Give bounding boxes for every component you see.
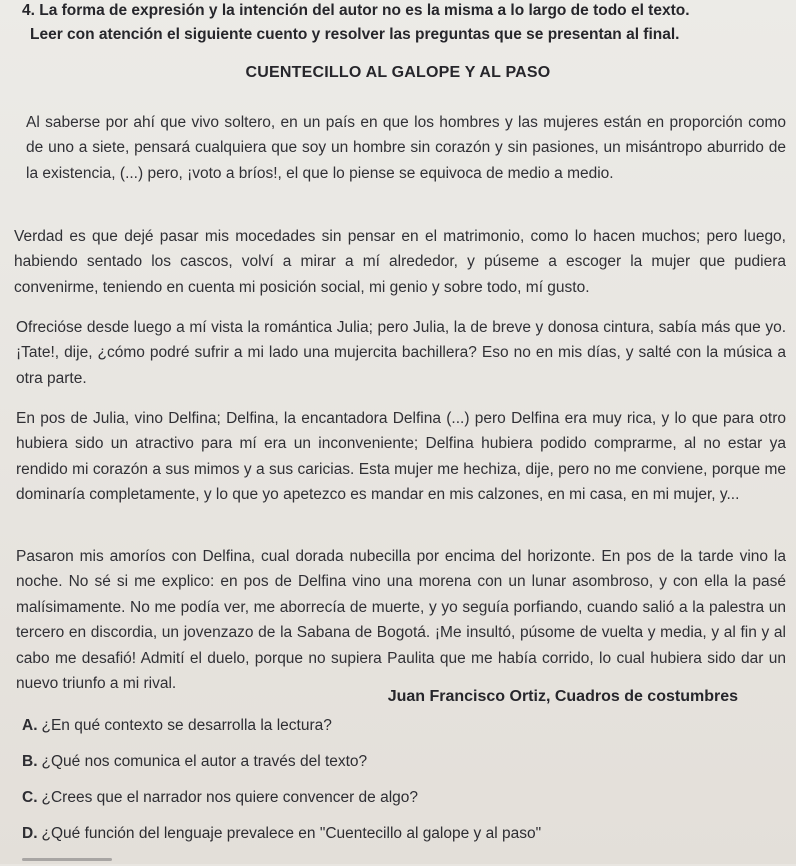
story-source: Juan Francisco Ortiz, Cuadros de costumbres bbox=[387, 688, 738, 705]
question-item bbox=[22, 788, 782, 824]
question-text: ¿Qué función del lenguaje prevalece en "Cuentecillo al galope y al paso" bbox=[41, 825, 542, 842]
question-text: ¿En qué contexto se desarrolla la lectura? bbox=[41, 717, 332, 734]
question-item bbox=[22, 716, 782, 752]
question-letter: B. bbox=[22, 753, 38, 770]
question-text: ¿Qué nos comunica el autor a través del texto? bbox=[41, 753, 368, 770]
question-list bbox=[22, 716, 782, 860]
story-paragraph: Al saberse por ahí que vivo soltero, en un país en que los hombres y las mujeres están en proporción como de uno a siete, pensará cualquiera que soy un hombre sin corazón y sin pasiones, un misántropo aburrido de la existencia, (...) pero, ¡voto a bríos!, el que lo piense se equivoca de medio a medio. bbox=[26, 113, 786, 182]
story-paragraph: Ofrecióse desde luego a mí vista la romántica Julia; pero Julia, la de breve y donosa cintura, sabía más que yo. ¡Tate!, dije, ¿cómo podré sufrir a mi lado una mujercita bachillera? Eso no en mis días, y salté con la música a otra parte. bbox=[16, 318, 786, 387]
instruction-line-1: 4. La forma de expresión y la intención del autor no es la misma a lo largo de todo el texto. bbox=[22, 2, 690, 19]
instruction-line-2: Leer con atención el siguiente cuento y resolver las preguntas que se presentan al final. bbox=[30, 26, 680, 43]
story-paragraph: Verdad es que dejé pasar mis mocedades sin pensar en el matrimonio, como lo hacen muchos; pero luego, habiendo sentado los cascos, volví a mirar a mí alrededor, y púseme a escoger la mujer que pudiera convenirme, teniendo en cuenta mi posición social, mi genio y sobre todo, mí gusto. bbox=[14, 227, 786, 296]
story-title: CUENTECILLO AL GALOPE Y AL PASO bbox=[245, 64, 551, 81]
question-letter: A. bbox=[22, 717, 38, 734]
story-paragraph: En pos de Julia, vino Delfina; Delfina, la encantadora Delfina (...) pero Delfina era muy rica, y lo que para otro hubiera sido un atractivo para mí era un inconveniente; Delfina hubiera podido comprarme, al no estar ya rendido mi corazón a sus mimos y a sus caricias. Esta mujer me hechiza, dije, pero no me conviene, porque me dominaría completamente, y lo que yo apetezco es mandar en mis calzones, en mi casa, en mi mujer, y... bbox=[16, 409, 786, 503]
story-paragraph: Pasaron mis amoríos con Delfina, cual dorada nubecilla por encima del horizonte. En pos de la tarde vino la noche. No sé si me explico: en pos de Delfina vino una morena con un lunar asombroso, y con ella la pasé malísimamente. No me podía ver, me aborrecía de muerte, y yo seguía porfiando, cuando salió a la palestra un tercero en discordia, un jovenzazo de la Sabana de Bogotá. ¡Me insultó, púsome de vuelta y media, y al fin y al cabo me desafió! Admití el duelo, porque no supiera Paulita que me había corrido, lo cual hubiera sido dar un nuevo triunfo a mi rival. bbox=[16, 547, 786, 692]
question-letter: C. bbox=[22, 789, 38, 806]
cut-off-text-fragment bbox=[22, 858, 112, 861]
question-letter: D. bbox=[22, 825, 38, 842]
question-text: ¿Crees que el narrador nos quiere convencer de algo? bbox=[41, 789, 419, 806]
question-item bbox=[22, 752, 782, 788]
